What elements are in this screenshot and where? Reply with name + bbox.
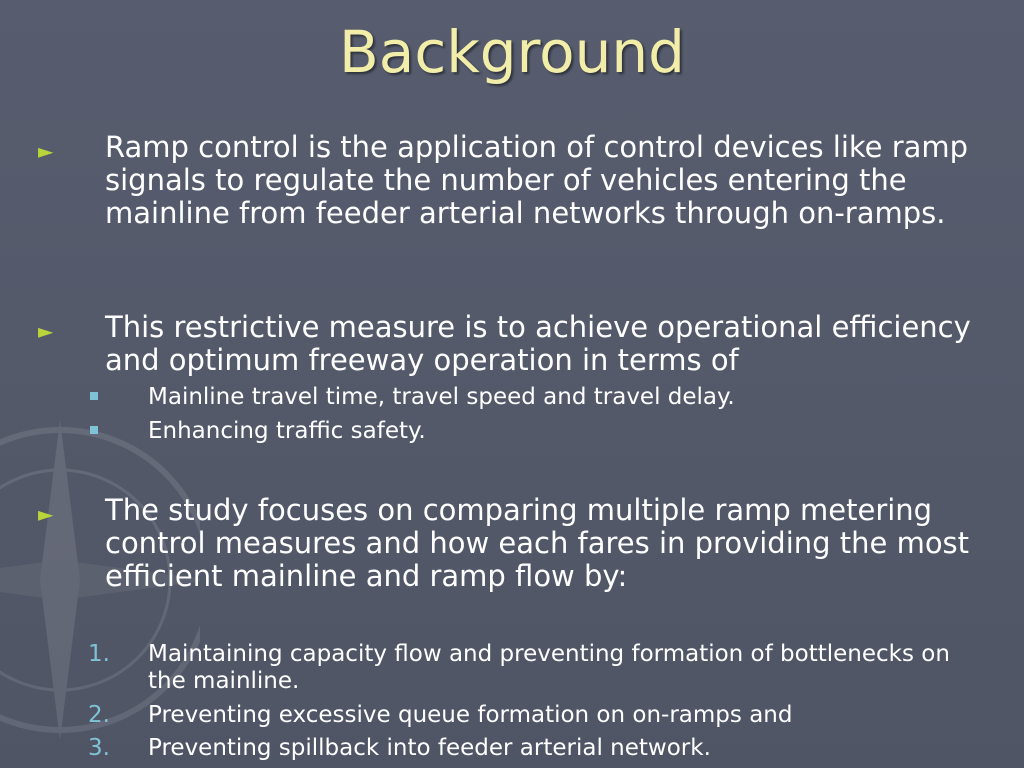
bullet-text: This restrictive measure is to achieve operational efficiency and optimum freeway operation in terms of	[105, 310, 971, 377]
item-number: 1.	[88, 641, 110, 667]
numbered-item-text: Preventing spillback into feeder arterial network.	[148, 735, 711, 761]
sub-bullet-text: Enhancing traffic safety.	[148, 418, 426, 444]
slide-title: Background	[338, 18, 686, 86]
arrow-bullet-icon: ►	[38, 502, 54, 526]
item-number: 2.	[88, 702, 110, 728]
bullet-text: Ramp control is the application of control devices like ramp signals to regulate the number of vehicles entering the mainline from feeder arterial networks through on-ramps.	[105, 130, 969, 230]
square-bullet-icon	[90, 392, 98, 400]
arrow-bullet-icon: ►	[38, 319, 54, 343]
bullet-text: The study focuses on comparing multiple ramp metering control measures and how each fares in providing the most efficient mainline and ramp flow by:	[105, 493, 970, 593]
sub-bullet-text: Mainline travel time, travel speed and travel delay.	[148, 384, 735, 410]
square-bullet-icon	[90, 426, 98, 434]
item-number: 3.	[88, 735, 110, 761]
numbered-item-text: Maintaining capacity flow and preventing formation of bottlenecks on the mainline.	[148, 641, 950, 694]
arrow-bullet-icon: ►	[38, 139, 54, 163]
numbered-item-text: Preventing excessive queue formation on on-ramps and	[148, 702, 793, 728]
